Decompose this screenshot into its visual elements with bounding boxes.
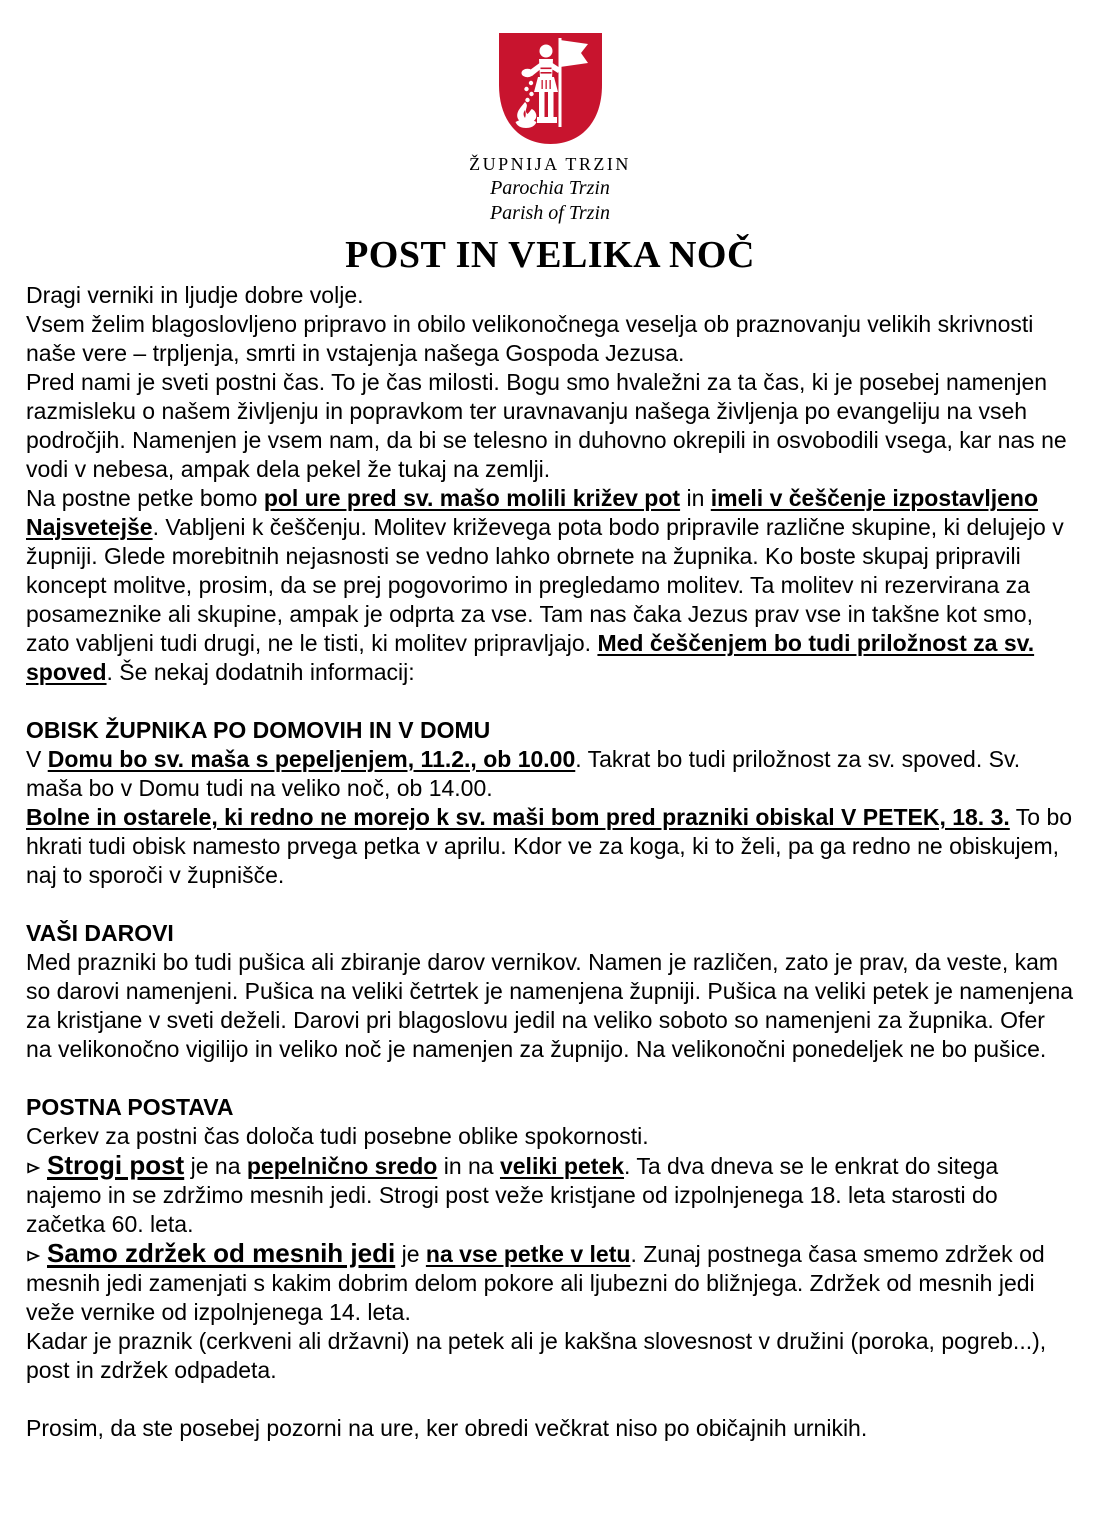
paragraph-gap (26, 890, 1076, 919)
text-run: in na (437, 1153, 500, 1179)
feast-exception (26, 1327, 1076, 1385)
lent-friday-devotions (26, 484, 1076, 687)
paragraph-gap (26, 687, 1076, 716)
emphasis-text: pepelnično sredo (246, 1153, 438, 1179)
text-run: OBISK ŽUPNIKA PO DOMOVIH IN V DOMU (26, 717, 491, 743)
text-run: Na postne petke bomo (26, 485, 264, 511)
org-latin-name: Parochia Trzin (490, 177, 610, 199)
schedule-note (26, 1414, 1076, 1443)
emphasis-text: veliki petek (499, 1153, 624, 1179)
dom-mass (26, 745, 1076, 803)
text-run: Pred nami je sveti postni čas. To je čas milosti. Bogu smo hvaležni za ta čas, ki je posebej namenjen razmisleku o našem življenju in popravkom ter uravnavanju našega življenja po evangeliju na vseh področjih. Namenjen je vsem nam, da bi se telesno in duhovno okrepili in osvobodili vsega, kar nas ne vodi v nebesa, ampak dela pekel že tukaj na zemlji. (26, 369, 1067, 482)
abstinence-rule (26, 1239, 1076, 1327)
donations (26, 948, 1076, 1064)
text-run: . Vabljeni k češčenju. Molitev križevega pota bodo pripravile različne skupine, ki delujejo v župniji. Glede morebitnih nejasnosti se vedno lahko obrnete na župnika. Ko boste skupaj pripravili koncept molitve, prosim, da se prej pogovorimo in pregledamo molitev. Ta molitev ni rezervirana za posameznike ali skupine, ampak je odprta za vse. Tam nas čaka Jezus prav vse in takšne kot smo, zato vabljeni tudi drugi, ne le tisti, ki molitev pripravljajo. (26, 514, 1064, 656)
text-run: V (26, 746, 48, 772)
text-run: je na (184, 1153, 247, 1179)
emphasis-text: Domu bo sv. maša s pepeljenjem, 11.2., ob 10.00 (47, 746, 576, 772)
document-header (0, 0, 1100, 225)
text-run: Dragi verniki in ljudje dobre volje. (26, 282, 364, 308)
section-heading-darovi (26, 919, 1076, 948)
emphasis-text: pol ure pred sv. mašo molili križev pot (263, 485, 681, 511)
emphasis-text: Samo zdržek od mesnih jedi (47, 1238, 396, 1268)
org-english-name: Parish of Trzin (489, 202, 611, 224)
lent-intro (26, 368, 1076, 484)
text-run: in (680, 485, 711, 511)
paragraph-gap (26, 1064, 1076, 1093)
arrowhead-bullet-icon (26, 1152, 40, 1181)
text-run: . Takrat bo tudi priložnost za sv. spoved. Sv. maša bo v Domu tudi na veliko noč, ob 14.00. (26, 746, 1021, 801)
blessing (26, 310, 1076, 368)
emphasis-text: Bolne in ostarele, ki redno ne morejo k sv. maši bom pred prazniki obiskal V PETEK, 18. 3. (26, 804, 1010, 830)
document-body (0, 277, 1100, 1443)
penance-intro (26, 1122, 1076, 1151)
emphasis-text: na vse petke v letu (425, 1241, 631, 1267)
text-run: . Ta dva dneva se le enkrat do sitega najemo in se zdržimo mesnih jedi. Strogi post veže kristjane od izpolnjenega 18. leta starosti do začetka 60. leta. (26, 1153, 999, 1237)
text-run: . Zunaj postnega časa smemo zdržek od mesnih jedi zamenjati s kakim dobrim delom pokore ali ljubezni do bližnjega. Zdržek od mesnih jedi veže vernike od izpolnjenega 14. leta. (26, 1241, 1045, 1325)
greeting (26, 281, 1076, 310)
parish-crest-logo (494, 30, 607, 147)
text-run: Kadar je praznik (cerkveni ali državni) na petek ali je kakšna slovesnost v družini (poroka, pogreb...), post in zdržek odpadeta. (26, 1328, 1047, 1383)
text-run: Vsem želim blagoslovljeno pripravo in obilo velikonočnega veselja ob praznovanju velikih skrivnosti naše vere – trpljenja, smrti in vstajenja našega Gospoda Jezusa. (26, 311, 1034, 366)
sick-visits (26, 803, 1076, 890)
strict-fast-rule (26, 1151, 1076, 1239)
text-run: . Še nekaj dodatnih informacij: (106, 659, 415, 685)
text-run: Med prazniki bo tudi pušica ali zbiranje darov vernikov. Namen je različen, zato je prav, da veste, kam so darovi namenjeni. Pušica na veliki četrtek je namenjena župniji. Pušica na veliki petek je namenjena za kristjane v sveti deželi. Darovi pri blagoslovu jedil na veliko soboto so namenjeni za župnika. Ofer na velikonočno vigilijo in veliko noč je namenjen za župnijo. Na velikonočni ponedeljek ne bo pušice. (26, 949, 1074, 1062)
arrowhead-bullet-icon (26, 1240, 40, 1269)
paragraph-gap (26, 1385, 1076, 1414)
text-run: Prosim, da ste posebej pozorni na ure, ker obredi večkrat niso po običajnih urnikih. (26, 1415, 868, 1441)
section-heading-postava (26, 1093, 1076, 1122)
emphasis-text: imeli v češčenje izpostavljeno Najsvetejše (26, 485, 1039, 540)
org-name: ŽUPNIJA TRZIN (469, 154, 631, 174)
emphasis-text: Strogi post (47, 1150, 185, 1180)
text-run: VAŠI DAROVI (26, 920, 174, 946)
text-run: je (395, 1241, 426, 1267)
text-run: To bo hkrati tudi obisk namesto prvega petka v aprilu. Kdor ve za koga, ki to želi, pa ga redno ne obiskujem, naj to sporoči v župnišče. (26, 804, 1073, 888)
text-run: POSTNA POSTAVA (26, 1094, 234, 1120)
section-heading-obisk (26, 716, 1076, 745)
page-title: POST IN VELIKA NOČ (345, 234, 755, 276)
text-run: Cerkev za postni čas določa tudi posebne oblike spokornosti. (26, 1123, 649, 1149)
emphasis-text: Med češčenjem bo tudi priložnost za sv. spoved (26, 630, 1035, 685)
